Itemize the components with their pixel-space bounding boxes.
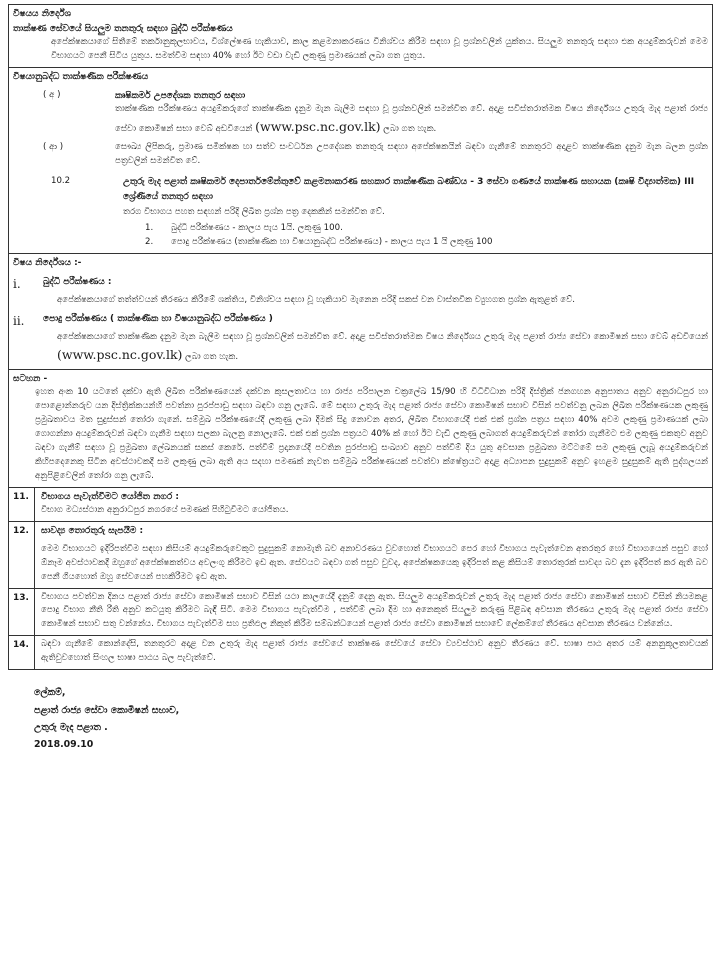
syllabus-item-ii bbox=[13, 312, 708, 331]
row-section-13 bbox=[9, 588, 712, 636]
signature-block bbox=[8, 670, 713, 754]
signatory-title: ලේකම්, bbox=[34, 687, 66, 699]
psc-website-link[interactable]: (www.psc.nc.gov.lk) bbox=[255, 119, 381, 135]
section-10-2-intro: තරග විභාගය පහත සඳහන් පරිදි ලිඛිත ප්‍රශ්න පත්‍ර දෙකකින් සමන්විත වේ. bbox=[123, 207, 385, 218]
section-12-title: සාවද්‍ය තොරතුරු සැපයීම : bbox=[41, 526, 144, 537]
syllabus-title: විෂයය නිර්දේශ bbox=[13, 9, 71, 19]
syllabus-item-i bbox=[13, 275, 708, 294]
row-section-14 bbox=[9, 635, 712, 669]
row-note bbox=[9, 369, 712, 487]
roman-numeral: ii. bbox=[13, 314, 25, 329]
syllabus-item-title: බුද්ධි පරීක්ෂණය : bbox=[43, 276, 112, 287]
row-syllabus bbox=[9, 253, 712, 369]
note-text: ඉහත අංක 10 යටතේ දක්වා ඇති ලිඛිත පරීක්ෂණයෙන් දක්වන කුසලතාවය හා රාජ්‍ය පරිපාලන චක්‍රලේඛ 15/90 හි විධිවිධාන පරිදි දිස්ත්‍රික් ජනගහන අනුපාතය අනුව අනුරාධපුර හා පොළොන්නරුව යන දිස්ත්‍රික්කයන්හි පවත්නා පුරප්පාඩු සඳහා බඳවා ගනු ලැබේ. මේ සඳහා උතුරු මැද පළාත් රාජ්‍ය සේවා කොමිෂන් සභාව විසින් පවත්වනු ලබන ලිඛිත පරීක්ෂණයක ලකුණු ප්‍රමුඛතාවය මත සුදුස්සන් තෝරා ගැනේ. සම්මුඛ පරීක්ෂණයේදී ලකුණු ලබා දීමක් සිදු නොවන අතර, ලිඛිත විභාගයේදී එක් එක් ප්‍රශ්න පත්‍රය සඳහා 40% අවම ලකුණු ප්‍රමාණයක් ලබා ගොගන්නා අයදුම්කරුවන් බඳවා ගැනීම සඳහා සලකා බැලනු නොලැබේ. එක් එක් ප්‍රශ්න පත්‍රයට 40% ක් හෝ ඊට වැඩි ලකුණු ලබාගත් අයදුම්කරුවන් තෝරා ගැනීමට එම ලකුණු එකතුව අනුව බඳවා ගැනීම් සඳහා වූ ප්‍රමුඛතා ලේඛනයක් සකස් කෙරේ. පත්වීම් ප්‍රදානයේදී පවතින පුරප්පාඩු සංඛ්‍යාව අනුව පත්වීම් දිය යුතු අවසාන ප්‍රමුඛතා මට්ටමේ සම ලකුණු ලැබූ අයදුම්කරුවන් කිහිපදෙනෙකු සිටින අවස්ථාවකදී සම ලකුණු ලබා ඇති අය සදහා පමණක් නැවත සම්මුඛ පරීක්ෂණයක් පවත්වා ක්ෂේත්‍රයට අදාළ අධ්‍යාපන සුදුසුකම් අනුව ඉහළම සුදුසුකම් ඇති පුද්ගලයන් අනුපිළිවෙලින් තෝරා ගනු ලැබේ. bbox=[35, 387, 708, 481]
syllabus-item-title: පොදු පරීක්ෂණය ( තාක්ෂණික හා විෂයානුබද්ධ පරීක්ෂණය ) bbox=[43, 314, 273, 325]
notice-table bbox=[8, 4, 713, 670]
row-technical-test bbox=[9, 67, 712, 253]
row-section-12 bbox=[9, 521, 712, 587]
syllabus-item-text: අපේක්ෂකයාගේ තාක්ෂණික දැනුම මැන බැලීම සඳහා වූ ප්‍රශ්නවලින් සමන්විත වේ. අදාළ සවිස්තරාත්මක විෂය නිර්දේශය උතුරු මැද පළාත් රාජ්‍ය සේවා කොමිෂන් සභා වෙබ් අඩවියෙන් (www.psc.nc.gov.lk) ලබා ගත හැක. bbox=[57, 332, 708, 363]
syllabus-item-text: අපේක්ෂකයාගේ තත්ත්වයන් තීරණය කිරීමේ ශක්තිය, විනිශ්චය සඳහා වූ හැකියාව මැනෙන පරිදි සකස් වන වාස්තවික ව්‍යුහගත ප්‍රශ්න ඇතුළත් වේ. bbox=[57, 295, 576, 306]
section-number: 11. bbox=[9, 488, 35, 522]
list-item: 2. පොදු පරීක්ෂණය (තාක්ෂණික හා විෂයානුබද්ධ පරීක්ෂණය) - කාලය පැය 1 යි ලකුණු 100 bbox=[145, 237, 493, 248]
section-number: 14. bbox=[9, 636, 35, 669]
section-11-title: විභාගය පැවැත්වීමට යෝජිත නගර : bbox=[41, 491, 180, 502]
row-section-11 bbox=[9, 487, 712, 522]
intelligence-test-text: අපේක්ෂකයාගේ සිතීමේ තර්කානුකූලභාවය, විශ්ලේෂණ හැකියාව, කාල කළමනාකරණය විනිශ්චය කිරීම සඳහා වූ ප්‍රශ්නවලින් යුක්තය. සියලුම තනතුරු සඳහා එක අයදුම්කරුවන් මෙම විභාගයට පෙනී සිටිය යුතුය. සමත්වීම සඳහා 40% හෝ ඊට වඩා වැඩි ලකුණු ප්‍රමාණයක් ලබා ගත යුතුය. bbox=[51, 37, 708, 62]
technical-aa bbox=[13, 141, 708, 169]
row-intelligence-test bbox=[9, 5, 712, 67]
section-10-2-title: උතුරු මැද පළාත් කෘෂිකර්ම දෙපාර්තමේන්තුවේ කළමනාකරණ සහකාර තාක්ෂණික බණ්ඩය - 3 සේවා ගණයේ තාක්ෂණ සහායක (කෘෂි විද්‍යාත්මක) III ශ්‍රේණියේ තනතුර සඳහා bbox=[123, 177, 695, 202]
section-13-text: විභාගය පවත්වන දිනය පළාත් රාජ්‍ය සේවා කොමිෂන් සභාව විසින් යථා කාලයේදී දැනුම් දෙනු ඇත. සියලුම අයදුම්කරුවන් උතුරු මැද පළාත් රාජ්‍ය සේවා කොමිෂන් සභාව විසින් නියමකළ පොදු විභාග නීති රීති අනුව කටයුතු කිරීමට බැඳී සිටී. මෙම විභාගය පැවැත්වීම , පත්වීම් ලබා දීම හා අනෙකුත් සියලුම කරුණු පිළිබඳ අවසාන තීරණය උතුරු මැද පළාත් රාජ්‍ය සේවා කොමිෂන් සභාව සතු වන්නේය. විභාගය පැවැත්වීම සහ ප්‍රතිඵල නිකුත් කිරීම සම්බන්ධයෙන් පළාත් රාජ්‍ය සේවා කොමිෂන් සභාවේ ලේකම්ගේ තීරණය අවසාන තීරණය වන්නේය. bbox=[41, 591, 708, 630]
list-item: 1. බුද්ධි පරීක්ෂණය - කාලය පැය 1යි. ලකුණු 100. bbox=[145, 223, 343, 234]
intelligence-test-title: තාක්ෂණ සේවයේ සියලුම තනතුරු සඳහා බුද්ධි පරීක්ෂණය bbox=[13, 23, 233, 34]
province-name: උතුරු මැද පළාත . bbox=[34, 721, 108, 733]
note-title: සටහන - bbox=[13, 373, 48, 384]
technical-test-title: විෂයානුබද්ධ තාක්ෂණික පරීක්ෂණය bbox=[13, 72, 149, 82]
roman-numeral: i. bbox=[13, 276, 21, 291]
technical-a-label: ( අ ) bbox=[43, 89, 61, 100]
section-10-2 bbox=[13, 175, 708, 250]
technical-aa-label: ( ආ ) bbox=[43, 142, 64, 153]
psc-website-link[interactable]: (www.psc.nc.gov.lk) bbox=[57, 347, 183, 363]
technical-a-text: තාක්ෂණික පරීක්ෂණය අයදුම්කරුගේ තාක්ෂණික දැනුම මැන බැලීම සඳහා වූ ප්‍රශ්නවලින් සමන්විත වේ. අදාළ සවිස්තරාත්මක විෂය නිර්දේශය උතුරු මැද පළාත් රාජ්‍ය සේවා කොමිෂන් සභා වෙබ් අඩවියෙන් (www.psc.nc.gov.lk) ලබා ගත හැක. bbox=[115, 104, 708, 135]
commission-name: පළාත් රාජ්‍ය සේවා කොමිෂන් සභාව, bbox=[34, 704, 180, 716]
section-12-text: මෙම විභාගයට ඉදිරිපත්වීම සඳහා කිසියම් අයදුම්කරුවෙකුට සුදුසුකම් නොමැති බව අනාවරණය වුවහොත් විභාගයට පෙර හෝ විභාගය පැවැත්වෙන අතරතුර හෝ විභාගයෙන් පසුව හෝ ඕනෑම අවස්ථාවකදී ඔහුගේ අපේක්ෂකත්වය අවලංගු කිරීමට ඉඩ ඇත. සේවයට බඳවා ගත් පසුව වුවද, අපේක්ෂකයෙකු ඉදිරිපත් කළ කිසියම් තොරතුරක් සාවද්‍ය බව දැන ඉදිරිපත් කර ඇති බව පෙනී ගියහොත් ඔහු සේවයෙන් පහකිරීමට ඉඩ ඇත. bbox=[41, 543, 708, 582]
section-number: 12. bbox=[9, 522, 35, 587]
technical-a bbox=[13, 89, 708, 138]
technical-aa-text: සෞඛ්‍ය ලිපිකරු, ප්‍රමාණ සමීක්ෂක හා සත්ව සංවර්ධන උපදේශක තනතුරු සඳහා අපේක්ෂකයින් බඳවා ගැනීමේ තනතුරට අදාළව තාක්ෂණික දැනුම මැන බලන ප්‍රශ්න පත්‍රවලින් සමන්විත වේ. bbox=[115, 142, 708, 167]
exam-paper-list bbox=[123, 222, 708, 250]
technical-a-title: කෘෂිකර්ම උපදේශක තනතුර සඳහා bbox=[115, 90, 246, 101]
section-14-text: බඳවා ගැනීමේ කොන්දේසි, තනතුරට අදාළ වන උතුරු මැද පළාත් රාජ්‍ය සේවයේ තාක්ෂණ සේවයේ සේවා ව්‍යවස්ථාව අනුව තීරණය වේ. භාෂා පාඨ අතර යම් අනනුකූලතාවයක් ඇතිවුවහොත් සිංහල භාෂා පාඨය බල පැවැත්වේ. bbox=[41, 639, 708, 664]
section-10-2-number: 10.2 bbox=[51, 176, 71, 187]
section-11-text: විභාග මධ්‍යස්ථාන අනුරාධපුර නගරයේ පමණක් පිහිටුවීමට යෝජිතය. bbox=[41, 505, 289, 516]
notice-date: 2018.09.10 bbox=[34, 739, 94, 751]
section-number: 13. bbox=[9, 589, 35, 636]
syllabus-heading: විෂය නිර්දේශය :- bbox=[13, 258, 82, 269]
